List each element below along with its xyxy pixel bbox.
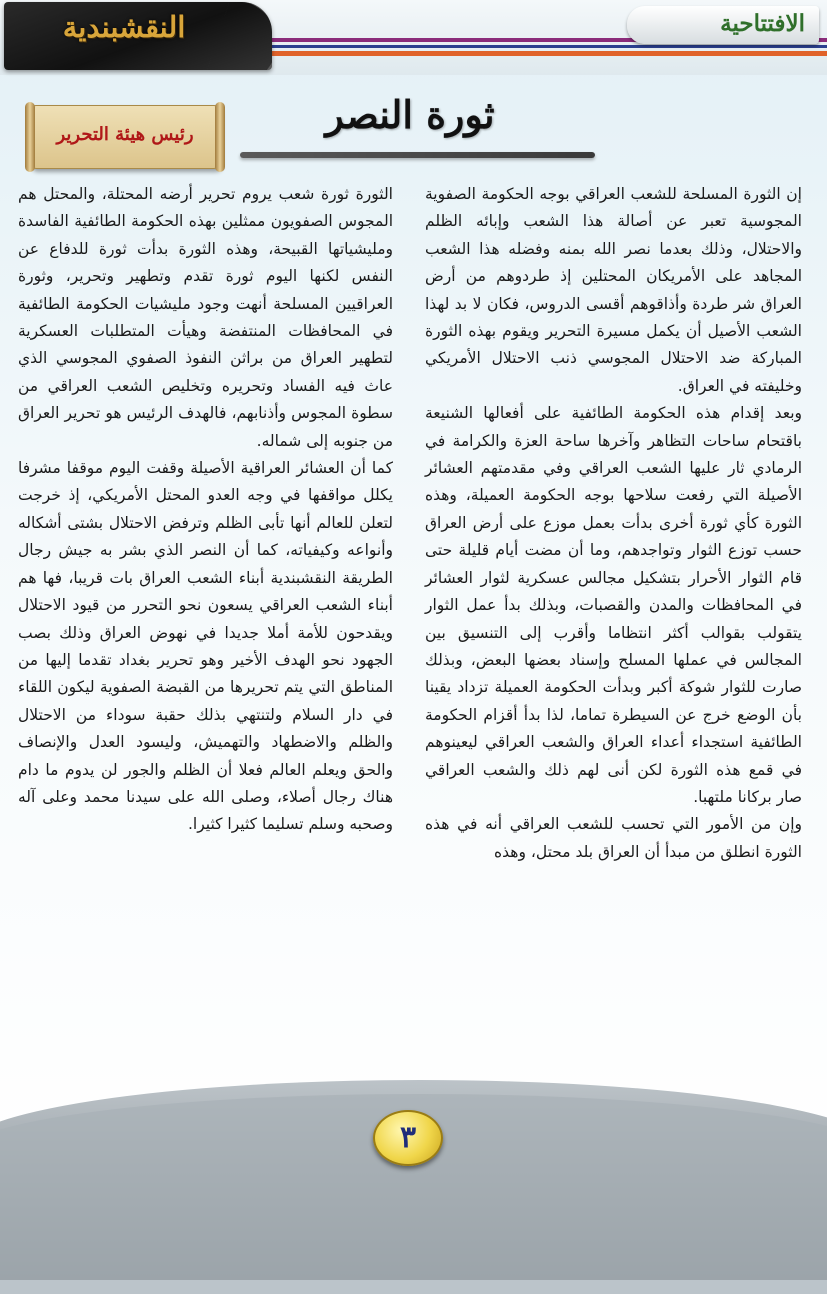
title-underline [240, 152, 595, 158]
page-number-badge: ٣ [373, 1110, 443, 1166]
author-scroll-badge [30, 105, 220, 169]
paragraph: إن الثورة المسلحة للشعب العراقي بوجه الحكومة الصفوية المجوسية تعبر عن أصالة هذا الشعب وإبائه الظلم والاحتلال، وذلك بعدما نصر الله بمنه وفضله هذا الشعب المجاهد على الأمريكان المحتلين إذ طردوهم من أرض العراق شر طردة وأذاقوهم أقسى الدروس، فكان لا بد لهذا الشعب الأصيل أن يكمل مسيرة التحرير ويقوم بهذه الثورة المباركة ضد الاحتلال المجوسي ذنب الاحتلال الأمريكي وخليفته في العراق. [425, 185, 802, 395]
section-label: الافتتاحية [720, 10, 805, 37]
article-column-right [425, 181, 802, 866]
section-tab [627, 6, 819, 44]
author-title: رئيس هيئة التحرير [56, 124, 194, 145]
magazine-name: النقشبندية [62, 10, 186, 44]
header-stripe-orange [235, 51, 827, 56]
paragraph: وإن من الأمور التي تحسب للشعب العراقي أنه في هذه الثورة انطلق من مبدأ أن العراق بلد محتل، وهذه [425, 815, 802, 861]
article-title: ثورة النصر [325, 92, 495, 137]
paragraph: الثورة ثورة شعب يروم تحرير أرضه المحتلة، والمحتل هم المجوس الصفويون ممثلين بهذه الحكومة الطائفية الفاسدة وملیشیاتها القبيحة، وهذه الثورة بدأت ثورة للدفاع عن النفس لكنها اليوم ثورة تقدم وتطهير وتحرير، وثورة العراقيين المسلحة أنهت وجود مليشيات الحكومة الطائفية في المحافظات المنتفضة وهيأت المتطلبات العسكرية لتطهير العراق من براثن النفوذ الصفوي المجوسي الذي عاث فيه الفساد وتحريره وتخليص الشعب العراقي من سطوة المجوس وأذنابهم، فالهدف الرئيس هو تحرير العراق من جنوبه إلى شماله. [18, 185, 393, 450]
header-stripe-blue [235, 45, 827, 48]
paragraph: وبعد إقدام هذه الحكومة الطائفية على أفعالها الشنيعة باقتحام ساحات التظاهر وآخرها ساحة العزة والكرامة في الرمادي ثار عليها الشعب العراقي وفي مقدمتهم العشائر الأصيلة التي رفعت سلاحها بوجه الحكومة العميلة، وهذه الثورة كأي ثورة أخرى بدأت بعمل موزع على أرض العراق حسب توزع الثوار وتواجدهم، وما أن مضت أيام قليلة حتى قام الثوار الأحرار بتشكيل مجالس عسكرية لثوار العشائر في المحافظات والمدن والقصبات، وبذلك بدأ عمل الثوار يتقولب بقوالب أكثر انتظاما وأقرب إلى التنسيق بين المجالس في عملها المسلح وإسناد بعضها البعض، وبذلك صارت للثوار شوكة أكبر وبدأت الحكومة العميلة تزداد يقينا بأن الوضع خرج عن السيطرة تماما، لذا بدأ أقزام الحكومة الطائفية استجداء أعداء العراق والشعب العراقي ليعينوهم في قمع هذه الثورة لكن أنى لهم ذلك والشعب العراقي صار بركانا ملتهبا. [425, 404, 802, 806]
article-column-left [18, 181, 393, 839]
magazine-logo [4, 2, 272, 70]
paragraph: كما أن العشائر العراقية الأصيلة وقفت اليوم موقفا مشرفا يكلل مواقفها في وجه العدو المحتل الأمريكي، إذ خرجت لتعلن للعالم أنها تأبى الظلم وترفض الاحتلال بشتى أشكاله وأنواعه وكيفياته، كما أن النصر الذي بشر به جيش رجال الطريقة النقشبندية أبناء الشعب العراق بات قريبا، فها هم أبناء الشعب العراقي يسعون نحو التحرر من قيود الاحتلال ويقدحون للأمة أملا جديدا في نهوض العراق وذلك بصب الجهود نحو الهدف الأخير وهو تحرير بغداد تقدما إليها من المناطق التي يتم تحريرها من القبضة الصفوية ليكون اللقاء في دار السلام ولتنتهي بذلك حقبة سوداء من الاحتلال والظلم والاضطهاد والتهميش، وليسود العدل والإنصاف والحق ويعلم العالم فعلا أن الظلم والجور لن يدوم ما دام هناك رجال أصلاء، وصلى الله على سيدنا محمد وعلى آله وصحبه وسلم تسليما كثيرا كثيرا. [18, 459, 393, 834]
